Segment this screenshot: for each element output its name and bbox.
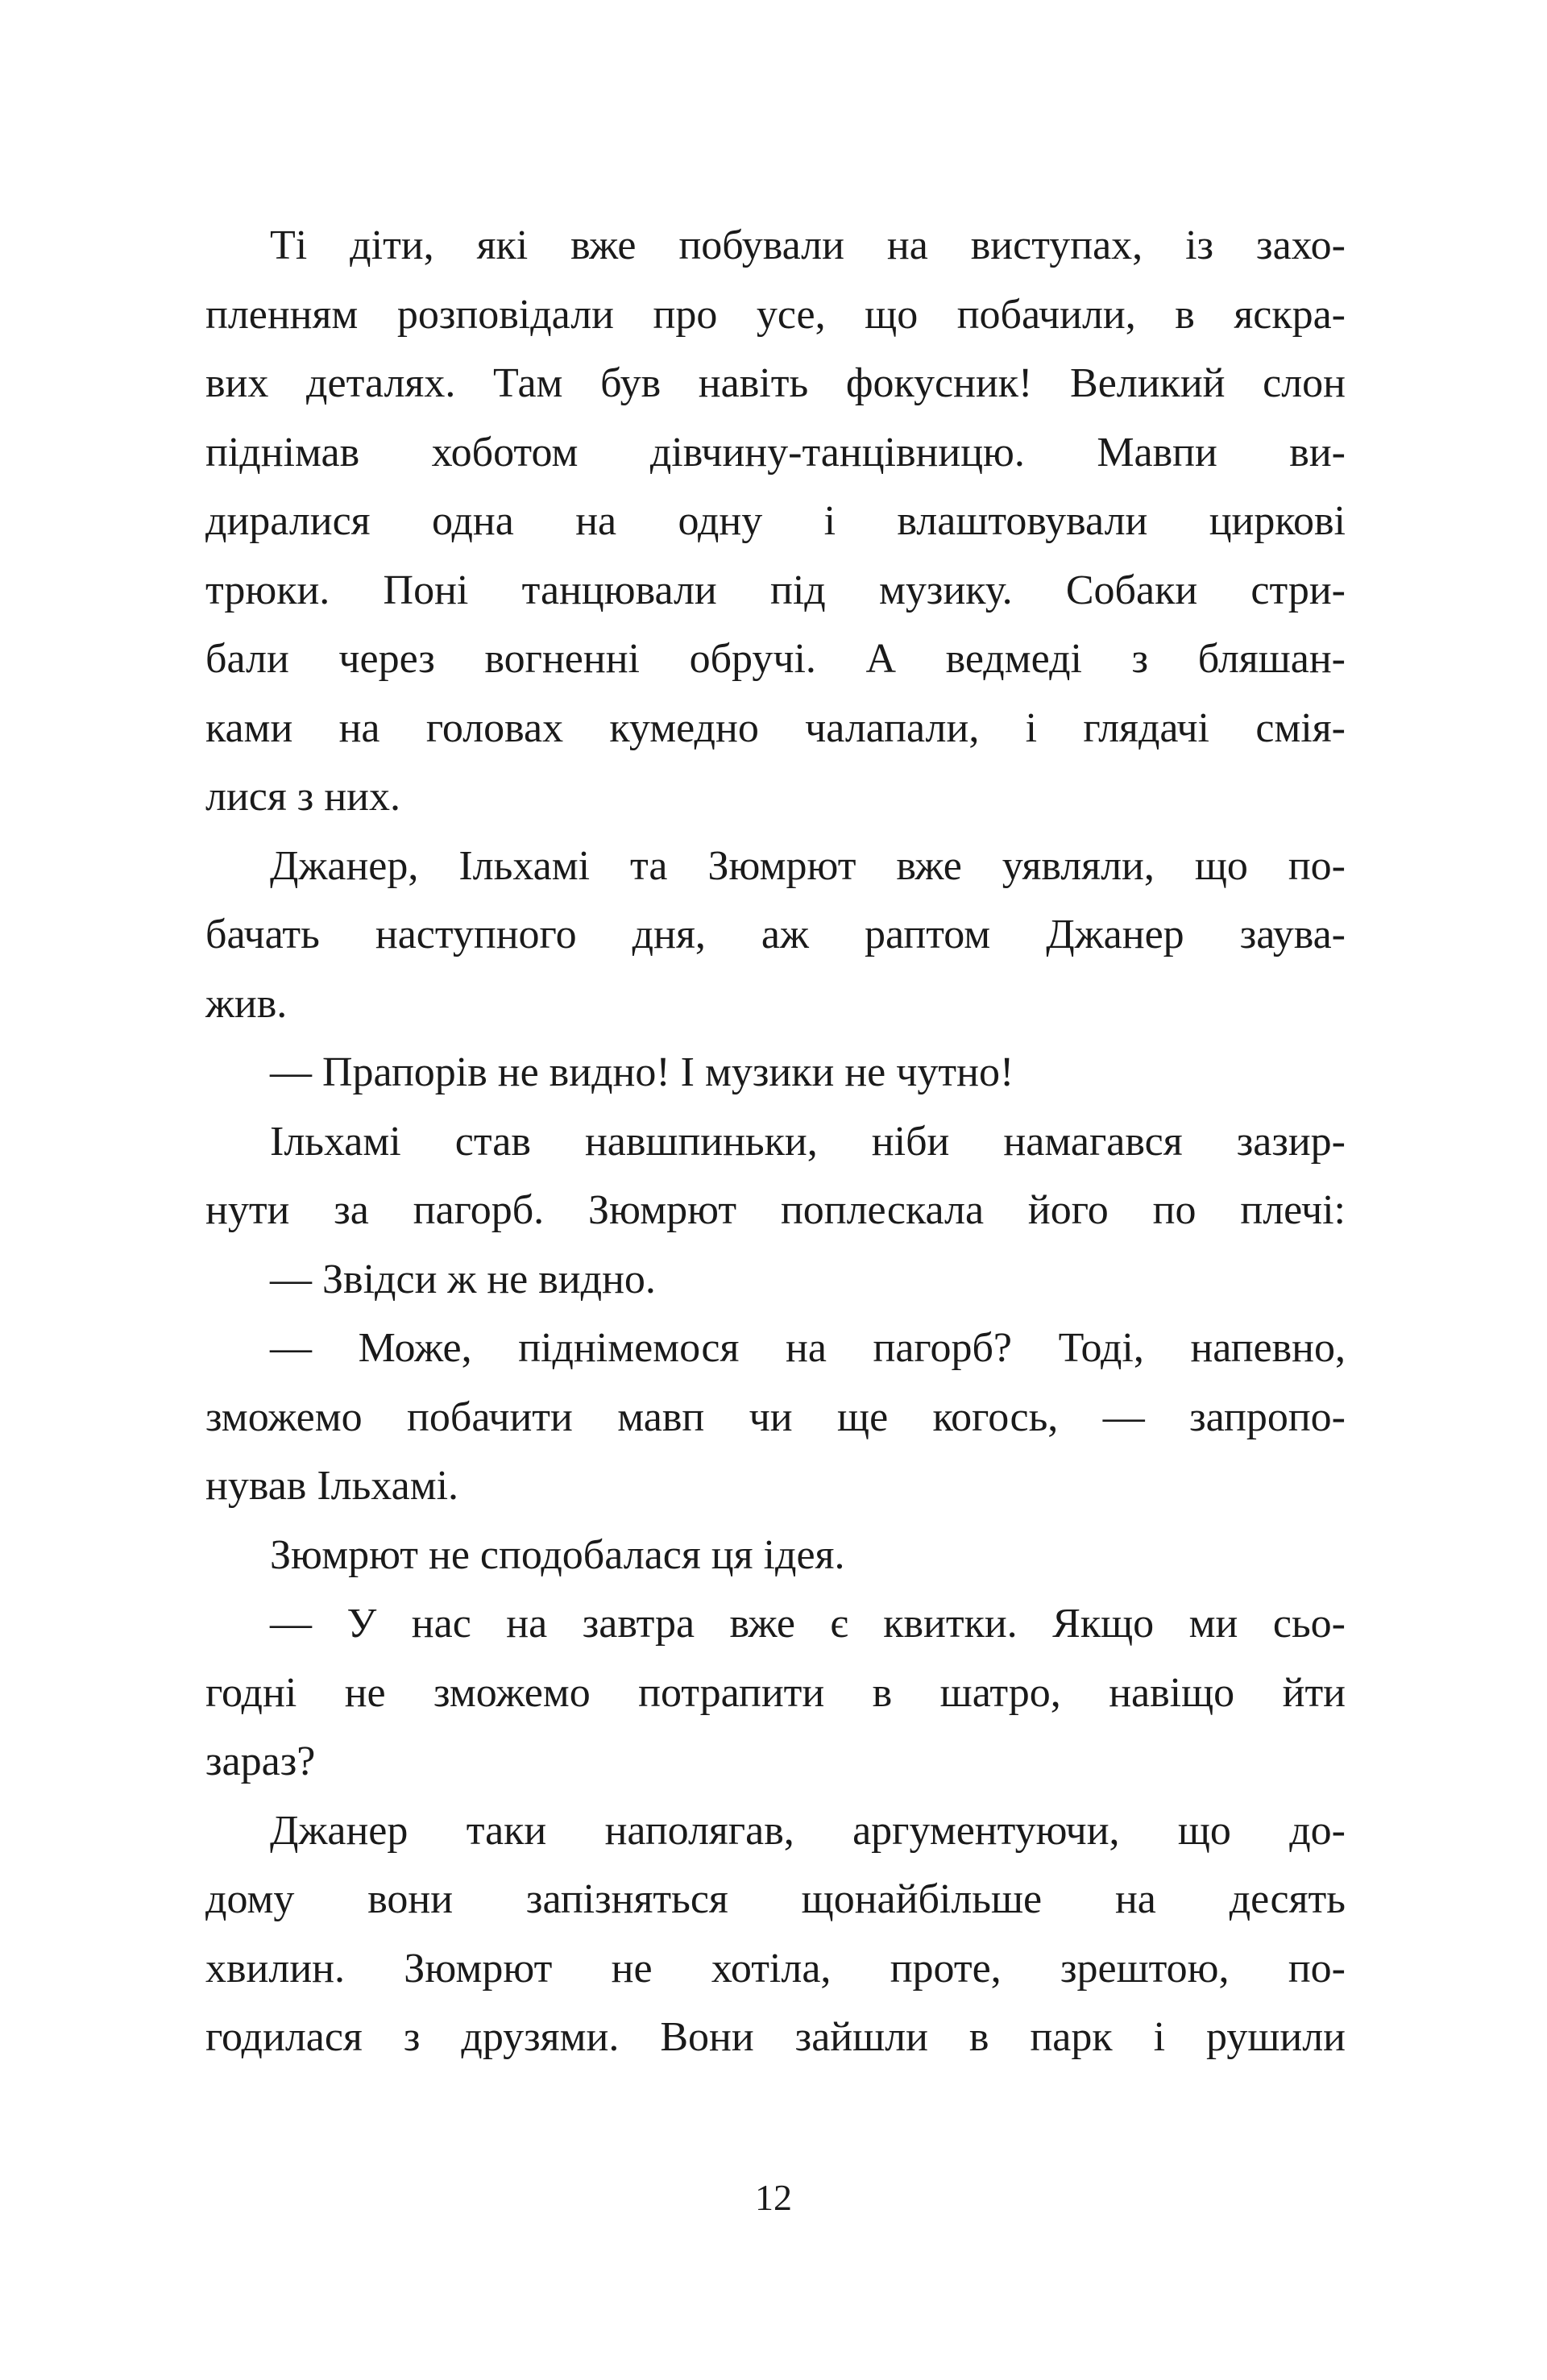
text-line: Джанер, Ільхамі та Зюмрют вже уявляли, що по-: [270, 842, 1346, 889]
text-line: Ті діти, які вже побували на виступах, із захо-: [270, 222, 1346, 268]
text-line: трюки. Поні танцювали під музику. Собаки стри-: [205, 567, 1346, 613]
text-line: годилася з друзями. Вони зайшли в парк і рушили: [205, 2014, 1346, 2060]
text-line: Ільхамі став навшпиньки, ніби намагався зазир-: [270, 1118, 1346, 1165]
text-line: вих деталях. Там був навіть фокусник! Великий слон: [205, 360, 1346, 406]
text-line: годні не зможемо потрапити в шатро, навіщо йти: [205, 1669, 1346, 1716]
text-line: нути за пагорб. Зюмрют поплескала його по плечі:: [205, 1187, 1346, 1233]
text-line: жив.: [205, 980, 288, 1027]
text-line: ками на головах кумедно чалапали, і глядачі смія-: [205, 704, 1346, 751]
text-line: піднімав хоботом дівчину-танцівницю. Мавпи ви-: [205, 429, 1346, 476]
text-line: зараз?: [205, 1738, 316, 1784]
text-line: бали через вогненні обручі. А ведмеді з бляшан-: [205, 636, 1346, 682]
text-line: лися з них.: [205, 774, 400, 820]
text-line: Зюмрют не сподобалася ця ідея.: [270, 1531, 845, 1578]
page-number: 12: [755, 2177, 792, 2218]
text-line: бачать наступного дня, аж раптом Джанер заува-: [205, 912, 1346, 957]
text-line: — Звідси ж не видно.: [270, 1256, 656, 1302]
text-line: нував Ільхамі.: [205, 1463, 459, 1509]
text-line: диралися одна на одну і влаштовували циркові: [205, 498, 1346, 544]
text-line: — У нас на завтра вже є квитки. Якщо ми сьо-: [270, 1601, 1346, 1647]
text-line: — Прапорів не видно! І музики не чутно!: [270, 1049, 1014, 1095]
text-line: зможемо побачити мавп чи ще когось, — запропо-: [205, 1394, 1346, 1440]
text-line: Джанер таки наполягав, аргументуючи, що до-: [270, 1807, 1346, 1854]
body-text: [205, 211, 1346, 2072]
text-line: хвилин. Зюмрют не хотіла, проте, зрештою, по-: [205, 1945, 1346, 1992]
text-line: пленням розповідали про усе, що побачили, в яскра-: [205, 291, 1346, 338]
text-line: — Може, піднімемося на пагорб? Тоді, напевно,: [270, 1325, 1346, 1371]
text-line: дому вони запізняться щонайбільше на десять: [205, 1876, 1346, 1922]
